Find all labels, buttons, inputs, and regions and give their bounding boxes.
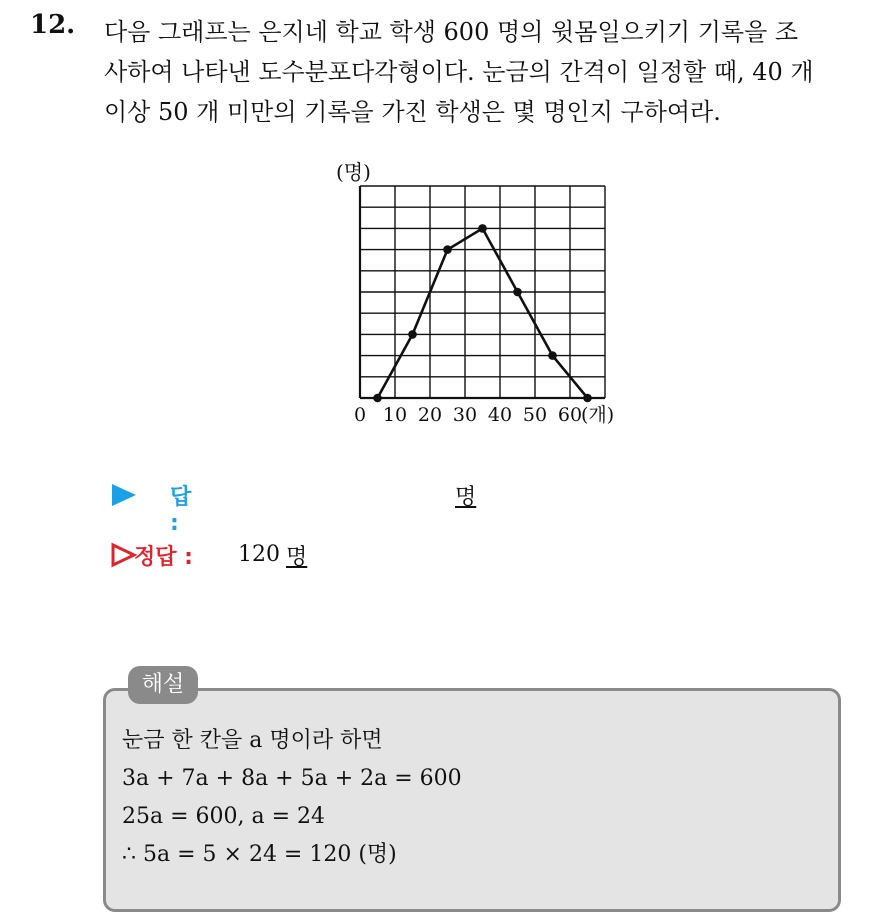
data-point <box>373 394 382 403</box>
solution-line-1: 눈금 한 칸을 a 명이라 하면 <box>122 728 383 753</box>
correct-unit: 명 <box>286 545 308 570</box>
question-text <box>104 12 864 132</box>
question-line-2: 사하여 나타낸 도수분포다각형이다. 눈금의 간격이 일정할 때, 40 개 <box>104 58 814 86</box>
answer-arrow-icon <box>110 482 138 508</box>
solution-line-2: 3a + 7a + 8a + 5a + 2a = 600 <box>122 766 462 791</box>
solution-lines <box>122 722 462 874</box>
data-point <box>583 394 592 403</box>
question-line-1: 다음 그래프는 은지네 학교 학생 600 명의 윗몸일으키기 기록을 조 <box>104 18 799 46</box>
question-number: 12. <box>30 10 76 40</box>
correct-value: 120 <box>238 542 280 567</box>
x-tick-label: 40 <box>487 404 513 426</box>
x-tick-label: 0 <box>353 404 367 426</box>
correct-label: 정답 : <box>134 545 193 570</box>
data-point <box>548 351 557 360</box>
x-tick-label: 50 <box>522 404 548 426</box>
question-line-3: 이상 50 개 미만의 기록을 가진 학생은 몇 명인지 구하여라. <box>104 98 721 126</box>
frequency-polygon-chart <box>330 155 650 435</box>
x-tick-label: 60 <box>557 404 583 426</box>
data-point <box>478 224 487 233</box>
solution-tab: 해설 <box>128 666 198 704</box>
data-point <box>443 245 452 254</box>
answer-unit: 명 <box>455 485 477 510</box>
answer-label: 답 : <box>170 485 192 536</box>
x-tick-label: 20 <box>417 404 443 426</box>
data-point <box>513 288 522 297</box>
y-axis-label: (명) <box>336 160 371 184</box>
x-tick-label: 10 <box>382 404 408 426</box>
solution-line-3: 25a = 600, a = 24 <box>122 804 326 829</box>
x-axis-label: (개) <box>581 404 615 426</box>
solution-line-4: ∴ 5a = 5 × 24 = 120 (명) <box>122 842 397 867</box>
data-point <box>408 330 417 339</box>
x-tick-label: 30 <box>452 404 478 426</box>
